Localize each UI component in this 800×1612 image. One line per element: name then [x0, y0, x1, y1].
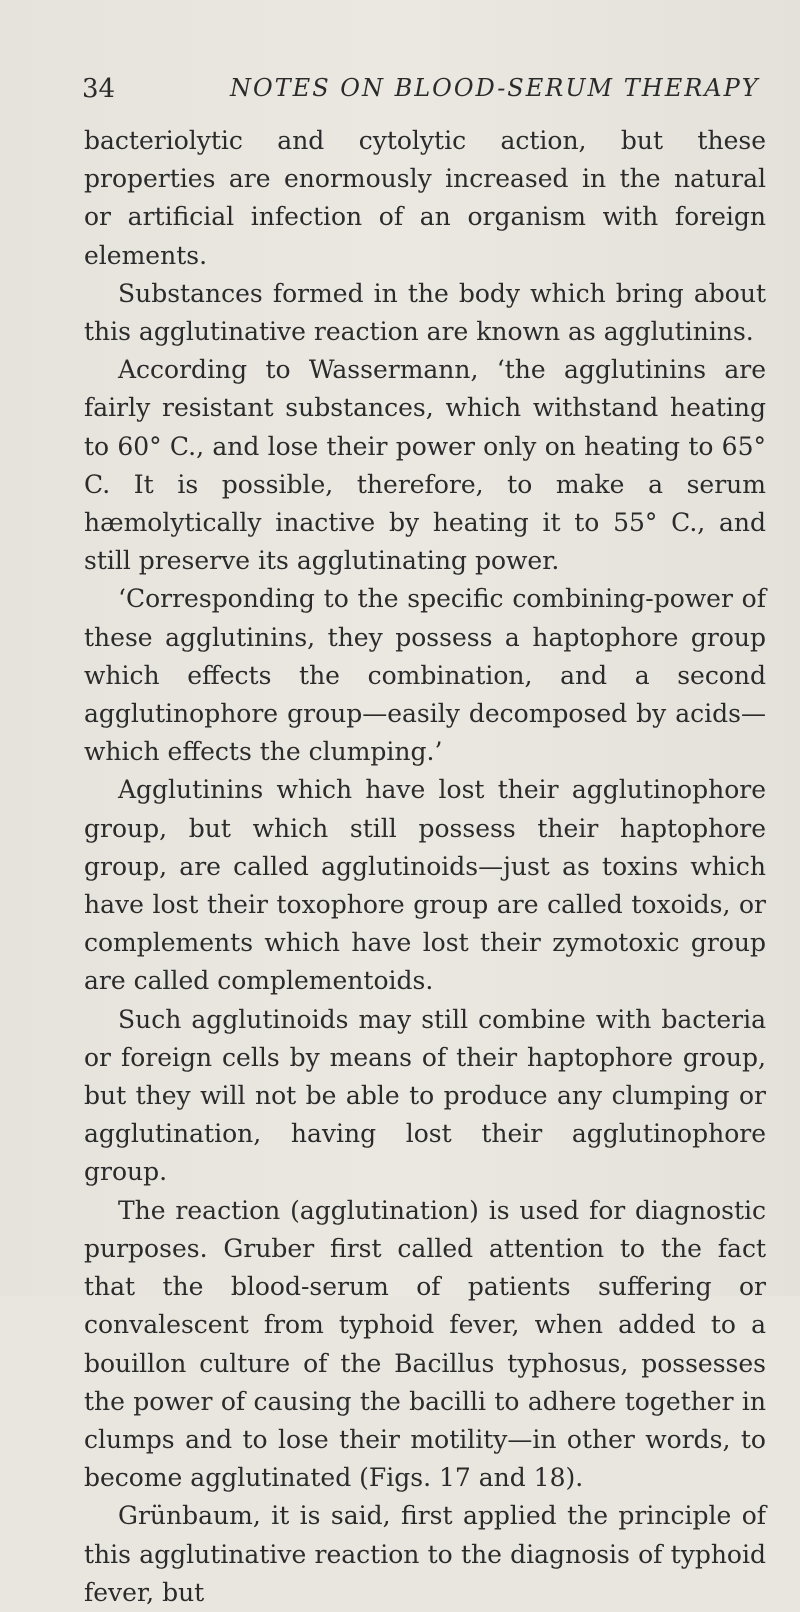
paragraph: ‘Corresponding to the specific combining-power of these agglutinins, they possess a haptophore group which effects the combination, and a second agglutinophore group—easily decomposed by acids—which effects the clumping.’: [84, 584, 766, 767]
paragraph: bacteriolytic and cytolytic action, but these properties are enormously increased in the natural or artificial infection of an organism with foreign elements.: [84, 126, 766, 270]
page-number: 34: [82, 74, 116, 104]
page-header: [82, 72, 782, 112]
paragraph: Substances formed in the body which bring about this agglutinative reaction are known as agglutinins.: [84, 278, 766, 347]
paragraph: Such agglutinoids may still combine with bacteria or foreign cells by means of their haptophore group, but they will not be able to produce any clumping or agglutination, having lost their agglutinophore group.: [84, 1004, 766, 1187]
paragraph: The reaction (agglutination) is used for diagnostic purposes. Gruber first called attention to the fact that the blood-serum of patients suffering or convalescent from typhoid fever, when added to a bouillon culture of the Bacillus typhosus, possesses the power of causing the bacilli to adhere together in clumps and to lose their motility—in other words, to become agglutinated (Figs. 17 and 18).: [84, 1195, 766, 1493]
running-head: NOTES ON BLOOD-SERUM THERAPY: [230, 74, 760, 102]
paragraph: Grünbaum, it is said, first applied the principle of this agglutinative reaction to the diagnosis of typhoid fever, but: [84, 1501, 766, 1607]
body-text: [84, 122, 766, 1612]
paragraph: Agglutinins which have lost their agglutinophore group, but which still possess their haptophore group, are called agglutinoids—just as toxins which have lost their toxophore group are called toxoids, or complements which have lost their zymotoxic group are called complementoids.: [84, 775, 766, 996]
paragraph: According to Wassermann, ‘the agglutinins are fairly resistant substances, which withstand heating to 60° C., and lose their power only on heating to 65° C. It is possible, therefore, to make a serum hæmolytically inactive by heating it to 55° C., and still preserve its agglutinating power.: [84, 355, 766, 576]
